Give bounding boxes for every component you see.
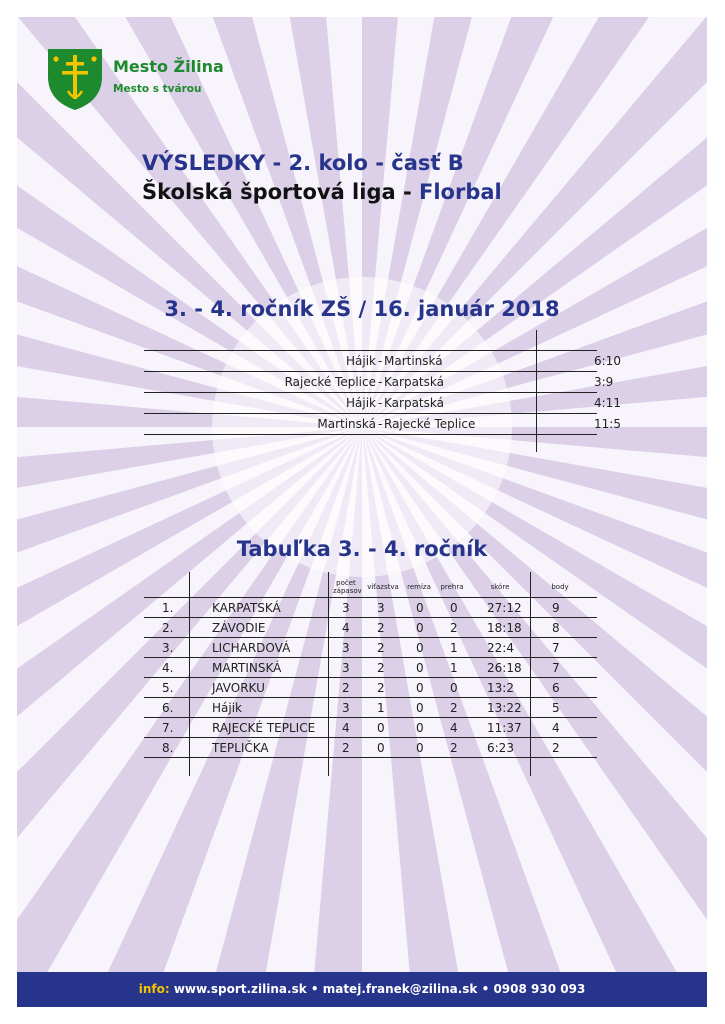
table-row: [144, 698, 597, 718]
league-name: Školská športová liga -: [142, 180, 419, 204]
page-title: VÝSLEDKY - 2. kolo - časť B: [142, 151, 464, 175]
cell-games: 2: [342, 741, 350, 755]
cell-wins: 2: [377, 621, 385, 635]
cell-points: 7: [552, 661, 560, 675]
table-row: [144, 658, 597, 678]
cell-score: 22:4: [487, 641, 514, 655]
cell-losses: 0: [450, 601, 458, 615]
cell-rank: 5.: [162, 681, 174, 695]
cell-losses: 0: [450, 681, 458, 695]
column-points: body: [551, 583, 569, 591]
column-games: [333, 579, 362, 595]
match-home: Martinská: [317, 417, 376, 431]
cell-points: 8: [552, 621, 560, 635]
cell-games: 4: [342, 621, 350, 635]
cell-losses: 2: [450, 621, 458, 635]
cell-wins: 1: [377, 701, 385, 715]
footer-contacts: [139, 982, 586, 996]
match-away: Karpatská: [384, 396, 444, 410]
cell-team: Hájik: [212, 701, 242, 715]
cell-rank: 3.: [162, 641, 174, 655]
match-row: [144, 372, 614, 393]
footer-contact-list: www.sport.zilina.sk • matej.franek@zilina.sk • 0908 930 093: [173, 982, 586, 996]
cell-score: 11:37: [487, 721, 522, 735]
table-row: [144, 678, 597, 698]
cell-games: 2: [342, 681, 350, 695]
column-wins: víťazstva: [367, 583, 399, 591]
match-separator: -: [378, 375, 383, 389]
cell-losses: 2: [450, 741, 458, 755]
cell-draws: 0: [416, 621, 424, 635]
table-row: [144, 638, 597, 658]
match-away: Karpatská: [384, 375, 444, 389]
match-home: Hájik: [346, 354, 376, 368]
match-separator: -: [378, 417, 383, 431]
footer-bar: [17, 972, 707, 1007]
cell-team: KARPATSKÁ: [212, 601, 281, 615]
row-divider: [144, 434, 597, 435]
table-row: [144, 618, 597, 638]
table-row: [144, 738, 597, 758]
cell-games: 3: [342, 601, 350, 615]
cell-points: 4: [552, 721, 560, 735]
cell-rank: 2.: [162, 621, 174, 635]
cell-score: 27:12: [487, 601, 522, 615]
cell-draws: 0: [416, 601, 424, 615]
cell-score: 13:2: [487, 681, 514, 695]
column-score: skóre: [490, 583, 510, 591]
cell-games: 3: [342, 641, 350, 655]
column-games-line1: počet: [336, 579, 356, 587]
match-score: 4:11: [594, 396, 621, 410]
cell-draws: 0: [416, 641, 424, 655]
cell-team: LICHARDOVÁ: [212, 641, 291, 655]
brand-name: Mesto Žilina: [113, 57, 224, 76]
cell-team: MARTINSKÁ: [212, 661, 282, 675]
cell-rank: 6.: [162, 701, 174, 715]
poster: [17, 17, 707, 1007]
match-separator: -: [378, 396, 383, 410]
cell-team: RAJECKÉ TEPLICE: [212, 721, 316, 735]
cell-draws: 0: [416, 681, 424, 695]
table-row: [144, 718, 597, 738]
cell-draws: 0: [416, 661, 424, 675]
cell-losses: 1: [450, 661, 458, 675]
cell-draws: 0: [416, 721, 424, 735]
column-games-line2: zápasov: [333, 587, 362, 595]
row-divider: [144, 757, 597, 758]
match-row: [144, 393, 621, 414]
sport-name: Florbal: [419, 180, 502, 204]
cell-losses: 4: [450, 721, 458, 735]
match-home: Hájik: [346, 396, 376, 410]
results-table: [17, 17, 707, 1007]
footer-info-label: info:: [138, 982, 170, 996]
cell-score: 13:22: [487, 701, 522, 715]
standings-heading: Tabuľka 3. - 4. ročník: [236, 537, 488, 561]
match-score: 11:5: [594, 417, 621, 431]
cell-rank: 8.: [162, 741, 174, 755]
table-row: [144, 598, 597, 618]
cell-rank: 4.: [162, 661, 174, 675]
cell-rank: 1.: [162, 601, 174, 615]
match-row: [144, 351, 621, 372]
cell-points: 2: [552, 741, 560, 755]
match-away: Martinská: [384, 354, 443, 368]
brand-motto: Mesto s tvárou: [113, 83, 202, 95]
cell-team: ZÁVODIE: [212, 621, 266, 635]
cell-score: 6:23: [487, 741, 514, 755]
cell-team: TEPLIČKA: [212, 741, 269, 755]
cell-points: 7: [552, 641, 560, 655]
results-heading: 3. - 4. ročník ZŠ / 16. január 2018: [164, 297, 560, 321]
column-draws: remíza: [407, 583, 431, 591]
cell-wins: 0: [377, 741, 385, 755]
cell-draws: 0: [416, 741, 424, 755]
cell-wins: 2: [377, 661, 385, 675]
cell-team: JAVORKU: [212, 681, 265, 695]
cell-score: 18:18: [487, 621, 522, 635]
cell-games: 4: [342, 721, 350, 735]
column-losses: prehra: [440, 583, 464, 591]
cell-wins: 2: [377, 681, 385, 695]
cell-points: 9: [552, 601, 560, 615]
cell-points: 5: [552, 701, 560, 715]
match-score: 6:10: [594, 354, 621, 368]
match-score: 3:9: [594, 375, 614, 389]
cell-draws: 0: [416, 701, 424, 715]
cell-games: 3: [342, 661, 350, 675]
match-row: [144, 414, 621, 435]
cell-games: 3: [342, 701, 350, 715]
cell-rank: 7.: [162, 721, 174, 735]
cell-wins: 0: [377, 721, 385, 735]
cell-points: 6: [552, 681, 560, 695]
cell-wins: 2: [377, 641, 385, 655]
match-away: Rajecké Teplice: [384, 417, 476, 431]
cell-score: 26:18: [487, 661, 522, 675]
match-separator: -: [378, 354, 383, 368]
cell-losses: 1: [450, 641, 458, 655]
cell-wins: 3: [377, 601, 385, 615]
match-home: Rajecké Teplice: [284, 375, 376, 389]
cell-losses: 2: [450, 701, 458, 715]
